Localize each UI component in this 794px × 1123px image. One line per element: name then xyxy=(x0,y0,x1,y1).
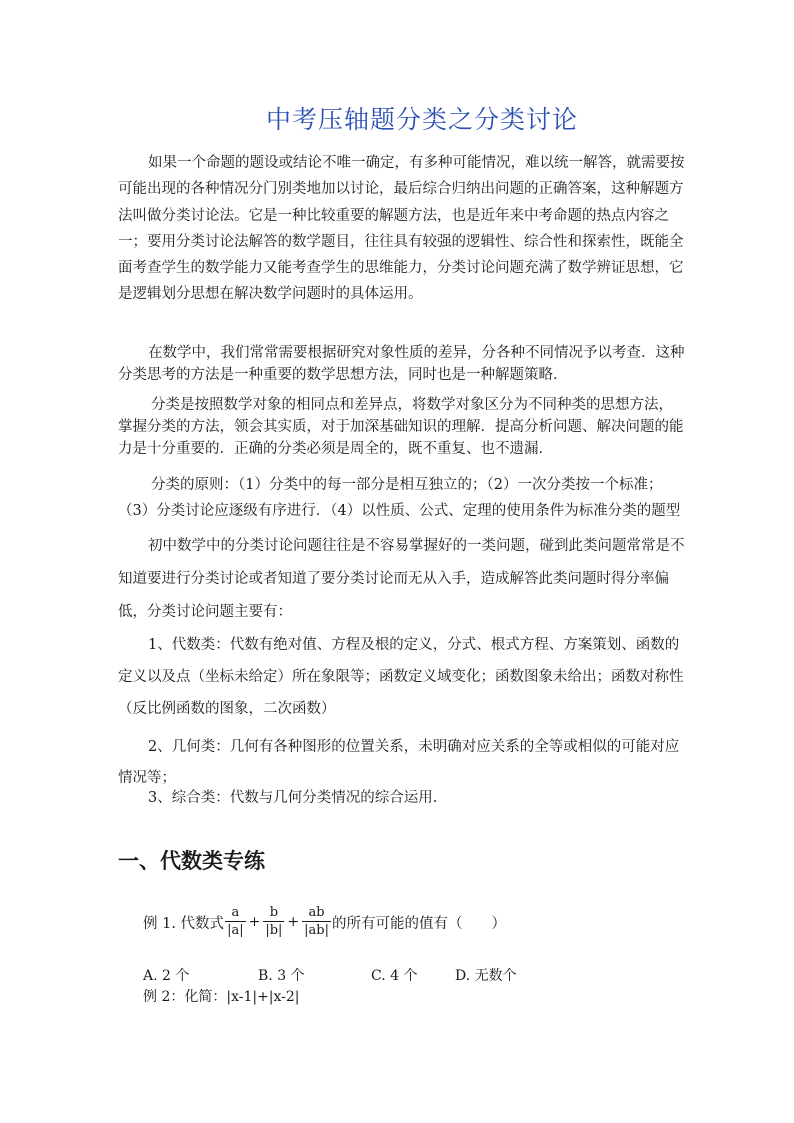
example-1-suffix: 的所有可能的值有（ ） xyxy=(331,915,506,932)
plus-sign: + xyxy=(248,914,261,930)
intro-paragraph-1: 如果一个命题的题设或结论不唯一确定，有多种可能情况，难以统一解答，就需要按可能出现的各种情况分门别类地加以讨论，最后综合归纳出问题的正确答案，这种解题方法叫做分类讨论法。它是一种比较重要的解题方法，也是近年来中考命题的热点内容之一；要用分类讨论法解答的数学题目，往往具有较强的逻辑性、综合性和探索性，既能全面考查学生的数学能力又能考查学生的思维能力，分类讨论问题充满了数学辨证思想，它是逻辑划分思想在解决数学问题时的具体运用。 xyxy=(118,155,685,303)
option-d: D. 无数个 xyxy=(455,968,517,984)
option-b: B. 3 个 xyxy=(258,968,305,984)
example-1-prefix: 例 1. 代数式 xyxy=(143,915,225,932)
option-a: A. 2 个 xyxy=(143,968,190,984)
fraction-numerator: b xyxy=(269,905,279,920)
fraction-denominator: |b| xyxy=(265,923,283,938)
plus-sign: + xyxy=(287,914,300,930)
intro-paragraph-5: 初中数学中的分类讨论问题往往是不容易掌握好的一类问题，碰到此类问题常常是不知道要进行分类讨论或者知道了要分类讨论而无从入手，造成解答此类问题时得分率偏低，分类讨论问题主要有： xyxy=(118,538,685,620)
fraction-b xyxy=(263,904,284,940)
category-algebra: 1、代数类：代数有绝对值、方程及根的定义，分式、根式方程、方案策划、函数的定义以及点（坐标未给定）所在象限等；函数定义域变化；函数图象未给出；函数对称性（反比例函数的图象，二次函数） xyxy=(118,637,684,717)
example-1-options xyxy=(143,965,517,985)
intro-paragraph-3: 分类是按照数学对象的相同点和差异点，将数学对象区分为不同种类的思想方法，掌握分类的方法，领会其实质，对于加深基础知识的理解．提高分析问题、解决问题的能力是十分重要的．正确的分类必须是周全的，既不重复、也不遗漏． xyxy=(118,397,684,457)
fraction-denominator: |a| xyxy=(227,923,244,938)
example-2: 例 2：化简：|x-1|+|x-2| xyxy=(143,989,300,1005)
section-heading: 一、代数类专练 xyxy=(118,848,265,873)
fraction-denominator: |ab| xyxy=(304,923,329,938)
fraction-numerator: ab xyxy=(308,905,325,920)
option-c: C. 4 个 xyxy=(371,968,418,984)
category-geometry: 2、几何类：几何有各种图形的位置关系，未明确对应关系的全等或相似的可能对应情况等； xyxy=(118,739,680,786)
fraction-a xyxy=(225,904,246,940)
page-title: 中考压轴题分类之分类讨论 xyxy=(265,105,578,134)
category-combined: 3、综合类：代数与几何分类情况的综合运用. xyxy=(148,790,438,806)
intro-paragraph-2: 在数学中，我们常常需要根据研究对象性质的差异，分各种不同情况予以考查．这种分类思考的方法是一种重要的数学思想方法，同时也是一种解题策略． xyxy=(118,345,685,383)
intro-paragraph-4: 分类的原则：（1）分类中的每一部分是相互独立的；（2）一次分类按一个标准；（3）分类讨论应逐级有序进行．（4）以性质、公式、定理的使用条件为标准分类的题型 xyxy=(118,477,681,519)
fraction-numerator: a xyxy=(231,905,240,920)
fraction-ab xyxy=(302,904,331,940)
example-1 xyxy=(143,900,506,944)
